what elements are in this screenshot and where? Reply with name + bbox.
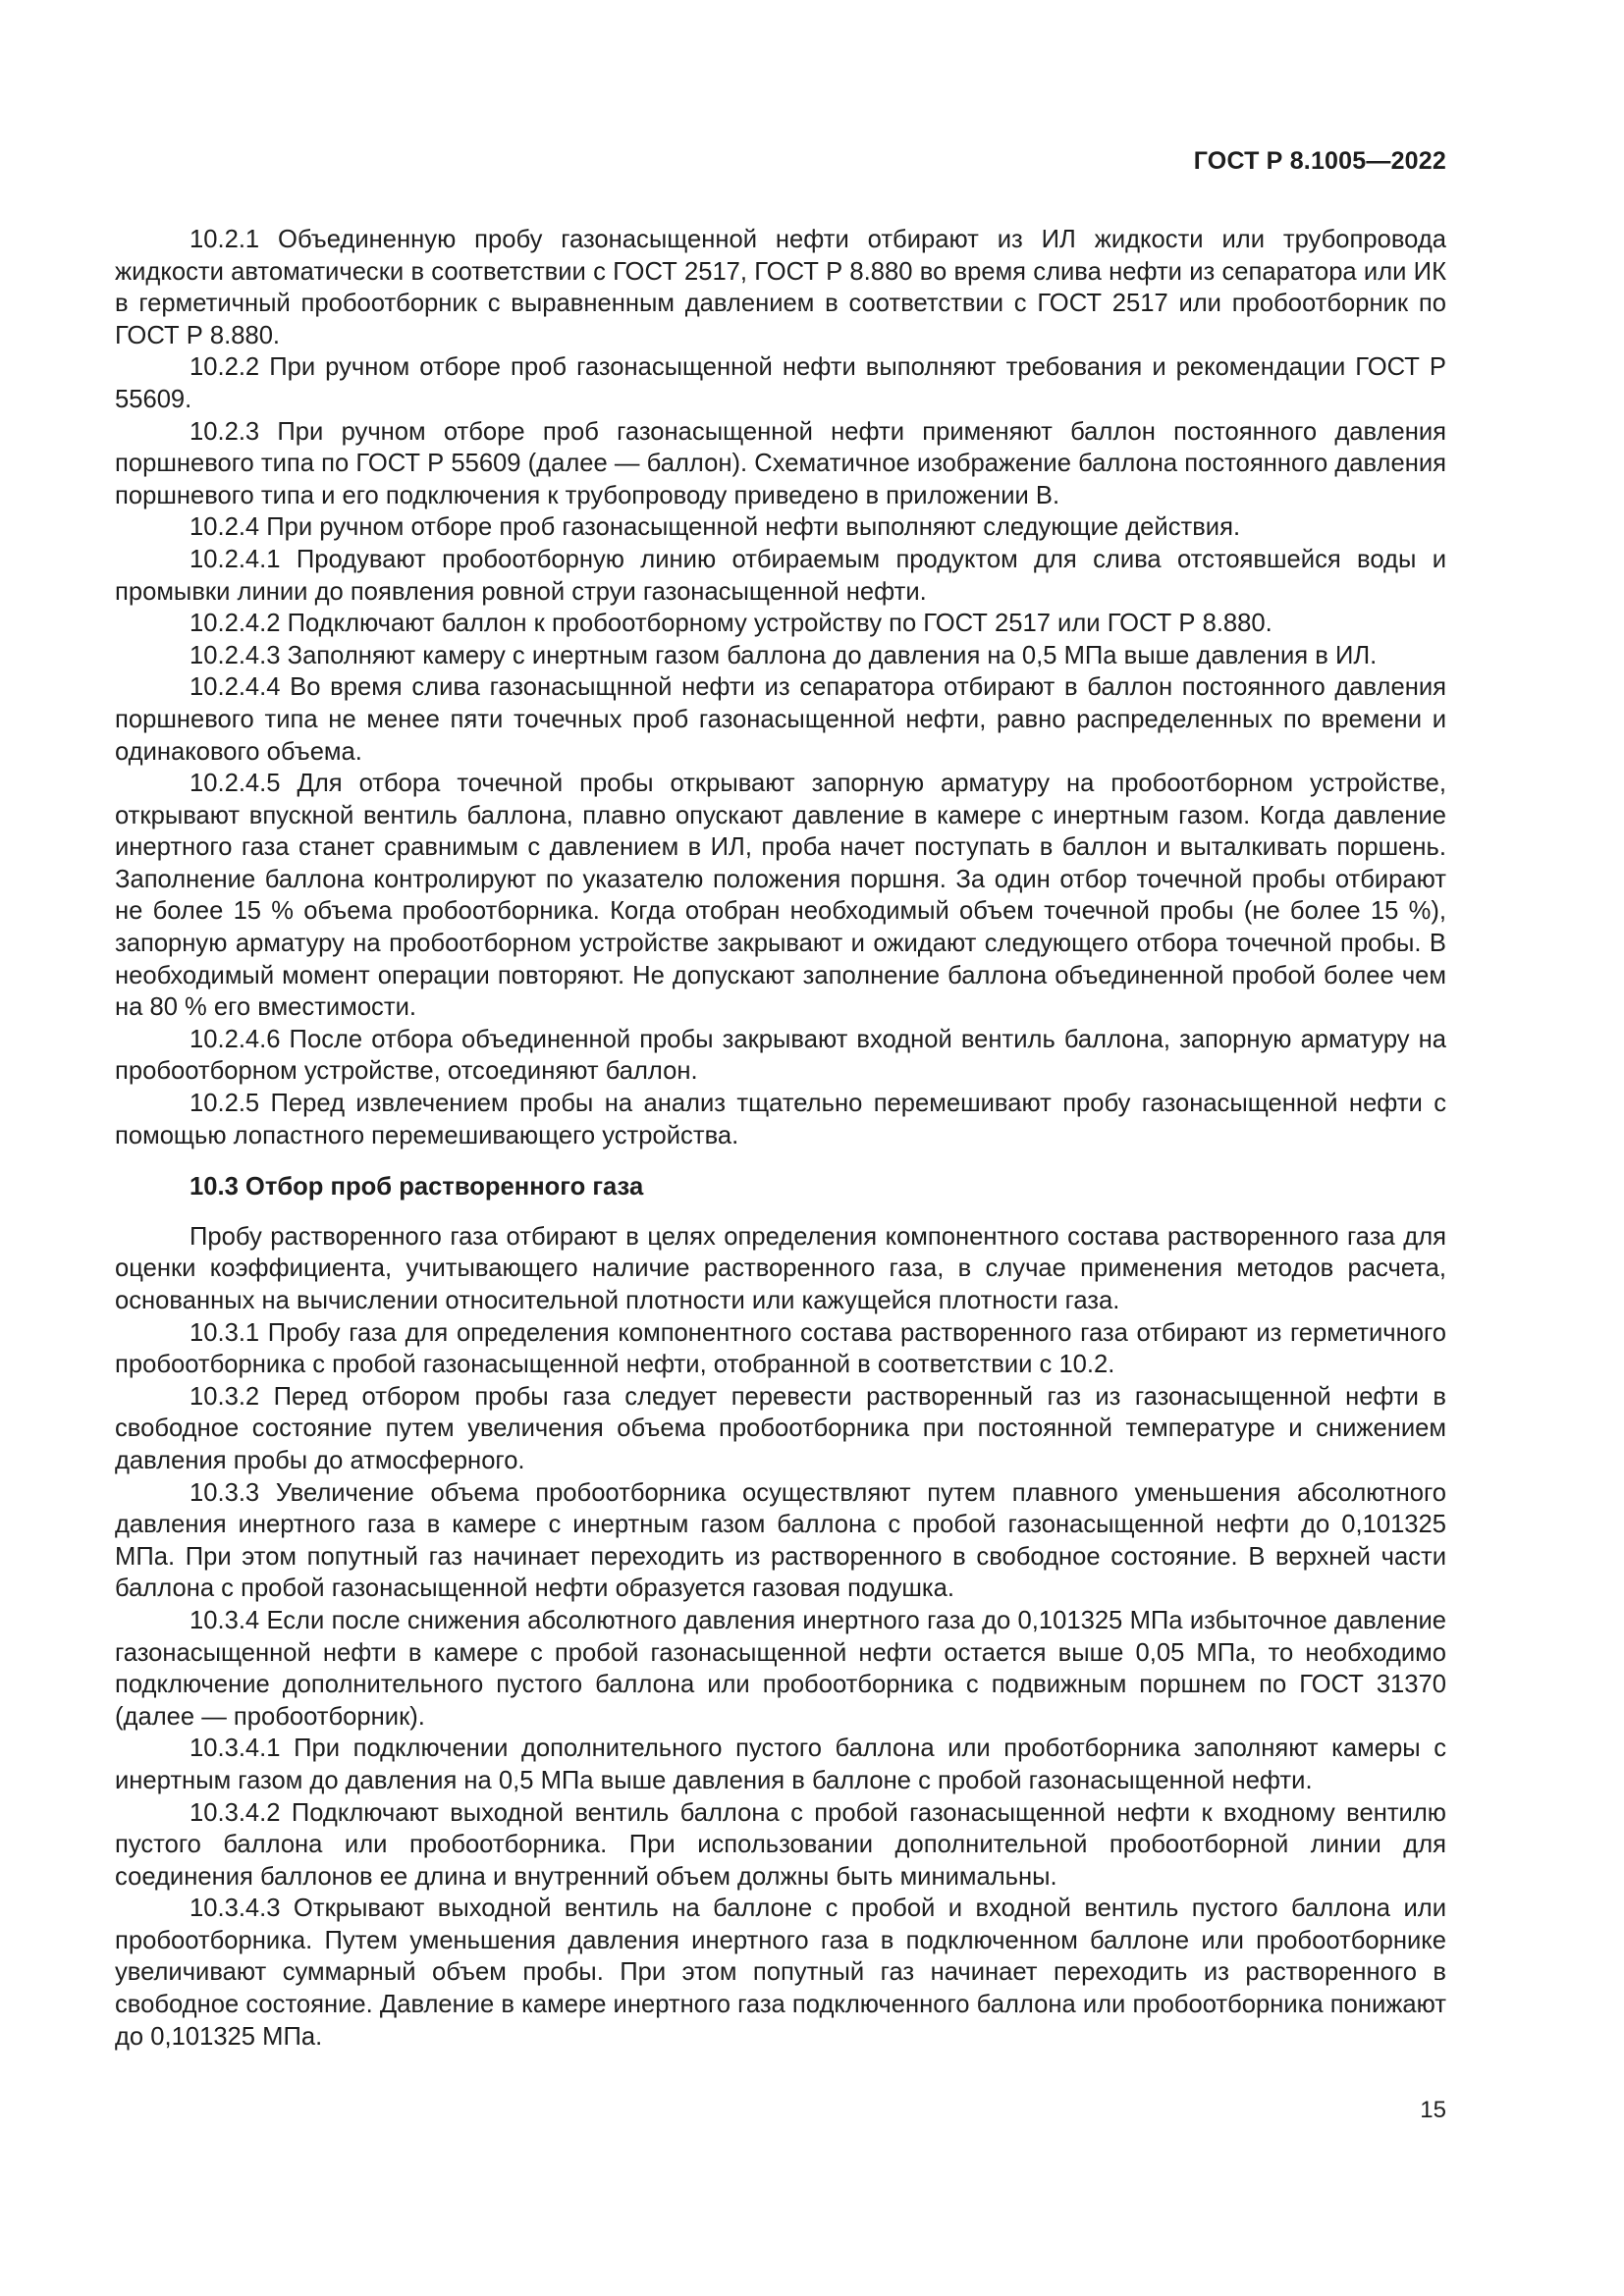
paragraph: Пробу растворенного газа отбирают в целях определения компонентного состава растворенного газа для оценки коэффициента, учитывающего наличие растворенного газа, в случае применения методов расчета, основанных на вычислении относительной плотности или кажущейся плотности газа. [115,1222,1446,1314]
paragraph: 10.2.5 Перед извлечением пробы на анализ тщательно перемешивают пробу газонасыщенной нефти с помощью лопастного перемешивающего устройства. [115,1090,1446,1149]
document-body [115,224,1446,2053]
paragraph: 10.2.2 При ручном отборе проб газонасыщенной нефти выполняют требования и рекомендации ГОСТ Р 55609. [115,353,1446,413]
paragraph: 10.2.4.3 Заполняют камеру с инертным газом баллона до давления на 0,5 МПа выше давления в ИЛ. [189,641,1378,669]
paragraph: 10.2.1 Объединенную пробу газонасыщенной нефти отбирают из ИЛ жидкости или трубопровода жидкости автоматически в соответствии с ГОСТ 2517, ГОСТ Р 8.880 во время слива нефти из сепаратора или ИК в герметичный пробоотборник с выравненным давлением в соответствии с ГОСТ 2517 или пробоотборник по ГОСТ Р 8.880. [115,226,1446,349]
paragraph: 10.3.4.3 Открывают выходной вентиль на баллоне с пробой и входной вентиль пустого баллона или пробоотборника. Путем уменьшения давления инертного газа в подключенном баллоне или пробоотборнике увеличивают суммарный объем пробы. При этом попутный газ начинает переходить из растворенного в свободное состояние. Давление в камере инертного газа подключенного баллона или пробоотборника понижают до 0,101325 МПа. [115,1895,1446,2051]
paragraph: 10.2.4.1 Продувают пробоотборную линию отбираемым продуктом для слива отстоявшейся воды и промывки линии до появления ровной струи газонасыщенной нефти. [115,545,1446,606]
paragraph: 10.2.4.6 После отбора объединенной пробы закрывают входной вентиль баллона, запорную арматуру на пробоотборном устройстве, отсоединяют баллон. [115,1025,1446,1086]
paragraph: 10.2.4.4 Во время слива газонасыщнной нефти из сепаратора отбирают в баллон постоянного давления поршневого типа не менее пяти точечных проб газонасыщенной нефти, равно распределенных по времени и одинакового объема. [115,673,1446,766]
paragraph: 10.2.3 При ручном отборе проб газонасыщенной нефти применяют баллон постоянного давления поршневого типа по ГОСТ Р 55609 (далее — баллон). Схематичное изображение баллона постоянного давления поршневого типа и его подключения к трубопроводу приведено в приложении В. [115,417,1446,509]
document-header: ГОСТ Р 8.1005—2022 [1193,147,1446,175]
paragraph: 10.2.4.5 Для отбора точечной пробы открывают запорную арматуру на пробоотборном устройстве, открывают впускной вентиль баллона, плавно опускают давление в камере с инертным газом. Когда давление инертного газа станет сравнимым с давлением в ИЛ, проба начет поступать в баллон и выталкивать поршень. Заполнение баллона контролируют по указателю положения поршня. За один отбор точечной пробы отбирают не более 15 % объема пробоотборника. Когда отобран необходимый объем точечной пробы (не более 15 %), запорную арматуру на пробоотборном устройстве закрывают и ожидают следующего отбора точечной пробы. В необходимый момент операции повторяют. Не допускают заполнение баллона объединенной пробой более чем на 80 % его вместимости. [115,770,1446,1022]
paragraph: 10.2.4 При ручном отборе проб газонасыщенной нефти выполняют следующие действия. [189,513,1241,542]
paragraph: 10.3.2 Перед отбором пробы газа следует перевести растворенный газ из газонасыщенной нефти в свободное состояние путем увеличения объема пробоотборника при постоянной температуре и снижением давления пробы до атмосферного. [115,1382,1446,1474]
paragraph: 10.2.4.2 Подключают баллон к пробоотборному устройству по ГОСТ 2517 или ГОСТ Р 8.880. [189,610,1272,638]
section-heading: 10.3 Отбор проб растворенного газа [189,1173,644,1201]
paragraph: 10.3.1 Пробу газа для определения компонентного состава растворенного газа отбирают из герметичного пробоотборника с пробой газонасыщенной нефти, отобранной в соответствии с 10.2. [115,1318,1446,1379]
paragraph: 10.3.4 Если после снижения абсолютного давления инертного газа до 0,101325 МПа избыточное давление газонасыщенной нефти в камере с пробой газонасыщенной нефти остается выше 0,05 МПа, то необходимо подключение дополнительного пустого баллона или пробоотборника с подвижным поршнем по ГОСТ 31370 (далее — пробоотборник). [115,1606,1446,1731]
paragraph: 10.3.4.1 При подключении дополнительного пустого баллона или проботборника заполняют камеры с инертным газом до давления на 0,5 МПа выше давления в баллоне с пробой газонасыщенной нефти. [115,1735,1446,1794]
page-number: 15 [1420,2097,1446,2123]
paragraph: 10.3.3 Увеличение объема пробоотборника осуществляют путем плавного уменьшения абсолютного давления инертного газа в камере с инертным газом баллона с пробой газонасыщенной нефти до 0,101325 МПа. При этом попутный газ начинает переходить из растворенного в свободное состояние. В верхней части баллона с пробой газонасыщенной нефти образуется газовая подушка. [115,1478,1446,1603]
paragraph: 10.3.4.2 Подключают выходной вентиль баллона с пробой газонасыщенной нефти к входному вентилю пустого баллона или пробоотборника. При использовании дополнительной пробоотборной линии для соединения баллонов ее длина и внутренний объем должны быть минимальны. [115,1798,1446,1891]
